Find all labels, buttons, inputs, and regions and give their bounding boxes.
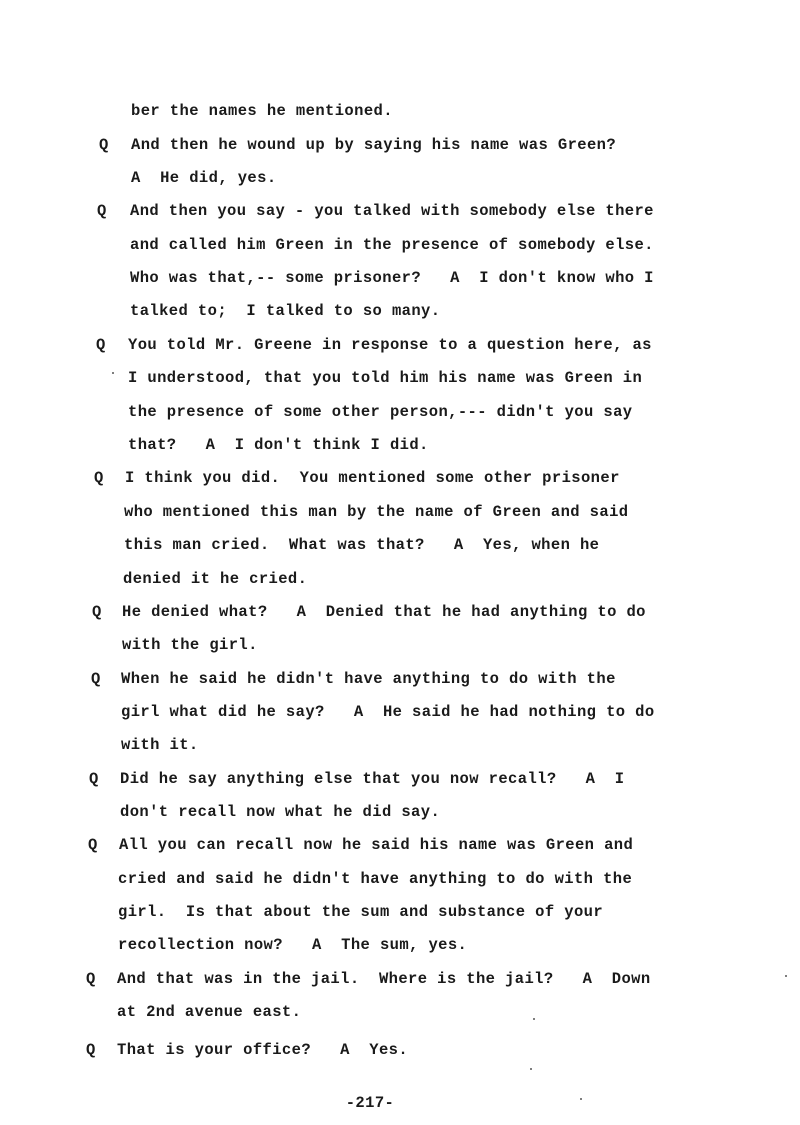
question-marker: Q — [99, 136, 109, 154]
transcript-line: the presence of some other person,--- didn't you say — [128, 403, 633, 421]
transcript-line: When he said he didn't have anything to do with the — [121, 670, 616, 688]
question-marker: Q — [94, 469, 104, 487]
transcript-line: All you can recall now he said his name was Green and — [119, 836, 634, 854]
transcript-line: this man cried. What was that? A Yes, when he — [124, 536, 600, 554]
scan-speck — [112, 372, 114, 374]
transcript-line: denied it he cried. — [123, 570, 308, 588]
transcript-line: I understood, that you told him his name was Green in — [128, 369, 643, 387]
transcript-line: Who was that,-- some prisoner? A I don't know who I — [130, 269, 654, 287]
transcript-line: And then you say - you talked with somebody else there — [130, 202, 654, 220]
transcript-line: cried and said he didn't have anything to do with the — [118, 870, 633, 888]
transcript-line: don't recall now what he did say. — [120, 803, 441, 821]
transcript-line: with the girl. — [122, 636, 258, 654]
scan-speck — [533, 1018, 535, 1020]
scan-speck — [530, 1068, 532, 1070]
transcript-line: talked to; I talked to so many. — [130, 302, 441, 320]
transcript-line: That is your office? A Yes. — [117, 1041, 409, 1059]
question-marker: Q — [91, 670, 101, 688]
transcript-line: and called him Green in the presence of somebody else. — [130, 236, 654, 254]
scan-speck — [785, 975, 787, 977]
page-number: -217- — [345, 1094, 395, 1112]
scan-speck — [580, 1098, 582, 1100]
transcript-line: I think you did. You mentioned some other prisoner — [125, 469, 620, 487]
transcript-line: who mentioned this man by the name of Green and said — [124, 503, 629, 521]
transcript-line: And then he wound up by saying his name was Green? — [131, 136, 617, 154]
question-marker: Q — [86, 1041, 96, 1059]
transcript-line: You told Mr. Greene in response to a question here, as — [128, 336, 652, 354]
transcript-line: And that was in the jail. Where is the jail? A Down — [117, 970, 651, 988]
question-marker: Q — [86, 970, 96, 988]
question-marker: Q — [88, 836, 98, 854]
transcript-line: He denied what? A Denied that he had anything to do — [122, 603, 646, 621]
answer-line: A He did, yes. — [131, 169, 277, 187]
transcript-line: with it. — [121, 736, 199, 754]
transcript-line: Did he say anything else that you now recall? A I — [120, 770, 625, 788]
transcript-line: ber the names he mentioned. — [131, 102, 393, 120]
transcript-line: that? A I don't think I did. — [128, 436, 429, 454]
transcript-line: girl what did he say? A He said he had nothing to do — [121, 703, 655, 721]
transcript-line: at 2nd avenue east. — [117, 1003, 302, 1021]
transcript-line: recollection now? A The sum, yes. — [118, 936, 468, 954]
question-marker: Q — [89, 770, 99, 788]
question-marker: Q — [92, 603, 102, 621]
question-marker: Q — [97, 202, 107, 220]
transcript-line: girl. Is that about the sum and substance of your — [118, 903, 604, 921]
question-marker: Q — [96, 336, 106, 354]
